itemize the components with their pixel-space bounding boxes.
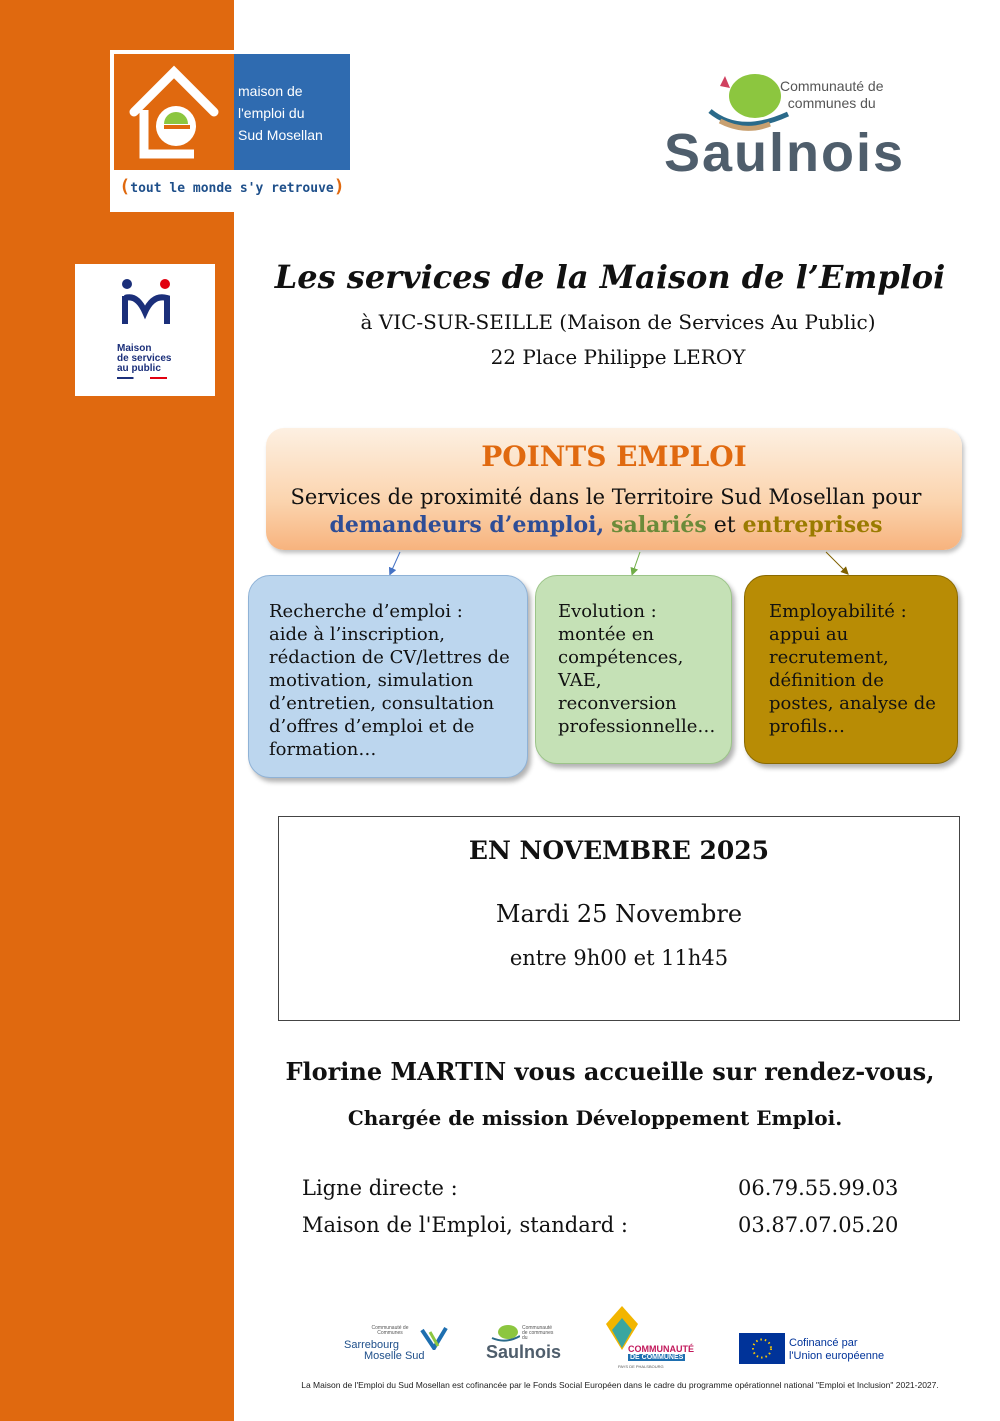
address-line-1: à VIC-SUR-SEILLE (Maison de Services Au Public) [360,310,876,334]
event-hours: entre 9h00 et 11h45 [509,946,729,970]
arrow-to-card-2 [633,552,640,572]
sarrebourg-logo: Communauté de Communes Sarrebourg Moselle Sud [344,1326,454,1366]
event-heading: EN NOVEMBRE 2025 [468,836,770,865]
points-emploi-line-1: Services de proximité dans le Territoire Sud Mosellan pour [290,485,922,509]
logo-line-3: Sud Mosellan [238,127,323,143]
saulnois-small-emblem-icon [490,1324,520,1342]
connector-arrows [0,0,1000,600]
points-emploi-line-2: demandeurs d’emploi, salariés et entreprises [329,512,883,538]
points-emploi-heading: POINTS EMPLOI [481,440,747,473]
page-title: Les services de la Maison de l’Emploi [274,258,946,296]
saulnois-name: Saulnois [664,123,906,183]
msap-logo-text: Maison de services au public [117,344,172,379]
contact-role: Chargée de mission Développement Emploi. [347,1106,843,1130]
service-card-employabilite: Employabilité : appui au recrutement, définition de postes, analyse de profils… [744,575,958,764]
service-card-recherche: Recherche d’emploi : aide à l’inscription, rédaction de CV/lettres de motivation, simulation d’entretien, consultation d’offres d’emploi et de formation… [248,575,528,778]
phone-number-direct: 06.79.55.99.03 [738,1176,899,1200]
maison-emploi-tagline: (tout le monde s'y retrouve) [119,176,345,197]
arrow-to-card-1 [391,552,400,572]
eu-cofinancing-logo: Cofinancé par l'Union européenne [739,1333,899,1365]
phone-label-direct: Ligne directe : [302,1176,458,1200]
phone-number-standard: 03.87.07.05.20 [738,1213,899,1237]
saulnois-cc-text: Communauté de communes du [780,78,884,111]
contact-person: Florine MARTIN vous accueille sur rendez-vous, [285,1057,935,1086]
phone-label-standard: Maison de l'Emploi, standard : [302,1213,628,1237]
phalsbourg-logo: COMMUNAUTÉ DE COMMUNES PAYS DE PHALSBOURG [604,1304,704,1370]
arrow-to-card-3 [826,552,846,572]
footnote: La Maison de l'Emploi du Sud Mosellan est cofinancée par le Fonds Social Européen dans le cadre du programme opérationnel national "Emploi et Inclusion" 2021-2027. [301,1380,939,1390]
address-line-2: 22 Place Philippe LEROY [490,345,746,369]
service-card-evolution: Evolution : montée en compétences, VAE, reconversion professionnelle… [535,575,732,764]
event-date: Mardi 25 Novembre [495,900,743,928]
saulnois-small-logo: Communauté de communes du Saulnois [486,1325,562,1362]
logo-line-1: maison de [238,83,303,99]
sarrebourg-emblem-icon [420,1326,450,1350]
eu-flag-icon [739,1333,785,1364]
logo-line-2: l'emploi du [238,105,305,121]
